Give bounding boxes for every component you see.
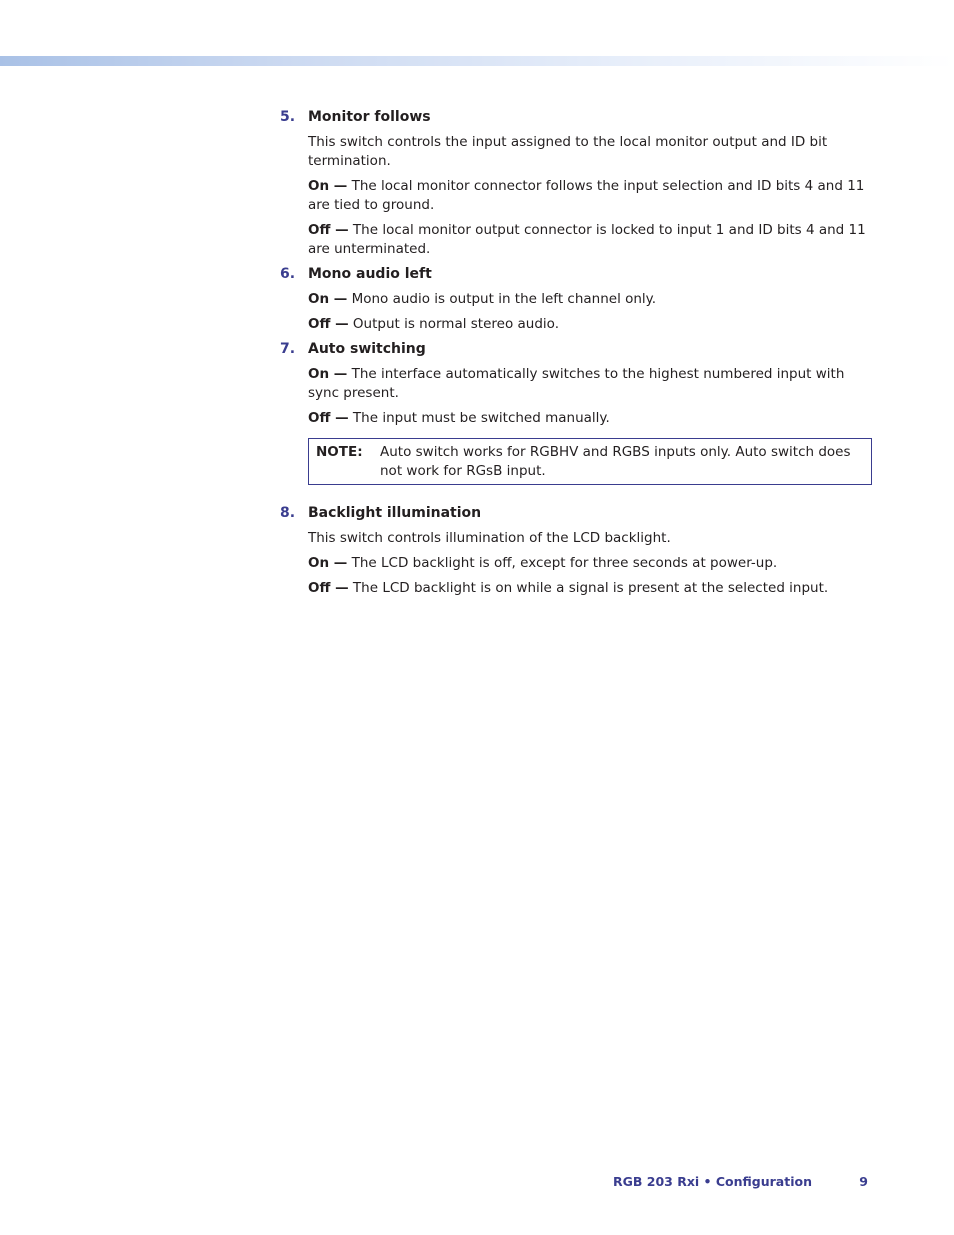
item-description: This switch controls illumination of the LCD backlight. <box>308 530 671 546</box>
note-text: Auto switch works for RGBHV and RGBS inputs only. Auto switch does not work for RGsB input. <box>380 444 851 479</box>
off-text: The local monitor output connector is locked to input 1 and ID bits 4 and 11 are unterminated. <box>308 222 866 257</box>
off-label: Off — <box>308 410 349 426</box>
on-label: On — <box>308 366 348 382</box>
on-text: The LCD backlight is off, except for three seconds at power-up. <box>351 555 778 571</box>
off-text: The LCD backlight is on while a signal is present at the selected input. <box>352 580 829 596</box>
off-setting <box>308 315 872 334</box>
list-item-backlight-illumination <box>280 503 872 598</box>
off-label: Off — <box>308 316 349 332</box>
off-text: Output is normal stereo audio. <box>352 316 559 332</box>
off-setting <box>308 221 872 259</box>
item-title: Mono audio left <box>308 266 432 282</box>
list-item-mono-audio-left <box>280 264 872 334</box>
on-label: On — <box>308 178 348 194</box>
header-gradient-bar <box>0 56 954 66</box>
item-title: Auto switching <box>308 341 426 357</box>
on-text: Mono audio is output in the left channel only. <box>351 291 657 307</box>
on-setting <box>308 290 872 309</box>
item-title: Backlight illumination <box>308 505 482 521</box>
on-text: The local monitor connector follows the input selection and ID bits 4 and 11 are tied to ground. <box>308 178 865 213</box>
item-number: 8. <box>280 505 296 521</box>
on-setting <box>308 365 872 403</box>
list-item-auto-switching <box>280 339 872 485</box>
note-label: NOTE: <box>316 444 363 460</box>
off-label: Off — <box>308 222 349 238</box>
on-setting <box>308 177 872 215</box>
on-text: The interface automatically switches to the highest numbered input with sync present. <box>308 366 845 401</box>
on-setting <box>308 554 872 573</box>
document-body <box>280 107 872 598</box>
page-footer <box>560 1174 870 1194</box>
item-title: Monitor follows <box>308 109 431 125</box>
off-text: The input must be switched manually. <box>352 410 610 426</box>
item-number: 5. <box>280 109 296 125</box>
off-setting <box>308 579 872 598</box>
item-description: This switch controls the input assigned to the local monitor output and ID bit termination. <box>308 134 828 169</box>
list-item-monitor-follows <box>280 107 872 259</box>
on-label: On — <box>308 555 348 571</box>
page-number: 9 <box>859 1174 868 1189</box>
off-setting <box>308 409 872 428</box>
on-label: On — <box>308 291 348 307</box>
footer-title: RGB 203 Rxi • Configuration <box>613 1174 812 1189</box>
off-label: Off — <box>308 580 349 596</box>
item-number: 6. <box>280 266 296 282</box>
note-box <box>308 438 872 485</box>
item-number: 7. <box>280 341 296 357</box>
